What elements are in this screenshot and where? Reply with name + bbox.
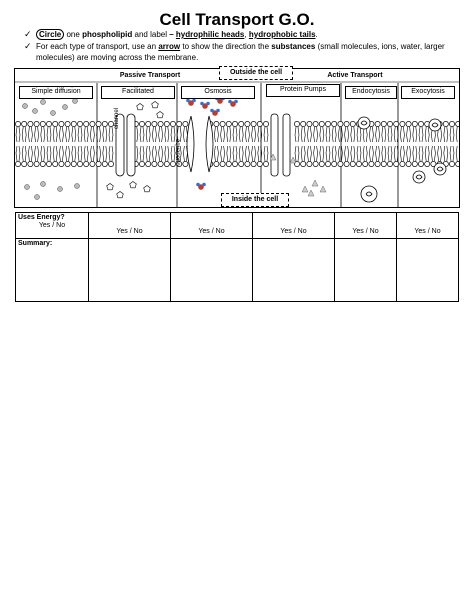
phospholipid-head — [53, 121, 58, 126]
phospholipid-tail — [109, 146, 113, 161]
energy-cell-diffusion[interactable] — [16, 213, 89, 239]
water-hydrogen — [206, 102, 210, 106]
energy-cell-protein-pumps[interactable]: Yes / No — [253, 213, 335, 239]
phospholipid-tail — [295, 146, 299, 161]
phospholipid-head — [77, 161, 82, 166]
channel-label: channel — [114, 107, 120, 129]
phospholipid-tail — [407, 127, 411, 142]
phospholipid-tail — [47, 127, 51, 142]
phospholipid-tail — [233, 127, 237, 142]
ion-triangle — [320, 186, 326, 192]
summary-label: Summary: — [18, 240, 53, 247]
uses-energy-label: Uses Energy? — [18, 214, 65, 221]
phospholipid-tail — [90, 127, 94, 142]
instruction-2: ✓ For each type of transport, use an arrow to show the direction the substances (small molecules, ions, water, larger molecules) are moving across the membrane. — [24, 41, 445, 62]
phospholipid-tail — [47, 146, 51, 161]
phospholipid-tail — [413, 146, 417, 161]
phospholipid-head — [294, 121, 299, 126]
phospholipid-head — [15, 121, 20, 126]
phospholipid-head — [40, 161, 45, 166]
phospholipid-tail — [351, 127, 355, 142]
phospholipid-head — [449, 161, 454, 166]
phospholipid-head — [301, 121, 306, 126]
phospholipid-head — [319, 121, 324, 126]
phospholipid-head — [108, 161, 113, 166]
phospholipid-head — [232, 121, 237, 126]
phospholipid-head — [146, 121, 151, 126]
phospholipid-tail — [152, 127, 156, 142]
phospholipid-tail — [16, 146, 20, 161]
phospholipid-head — [325, 161, 330, 166]
phospholipid-head — [90, 121, 95, 126]
small-molecule — [73, 99, 78, 104]
section-protein-pumps: Protein Pumps — [266, 84, 340, 97]
phospholipid-tail — [90, 146, 94, 161]
phospholipid-head — [307, 121, 312, 126]
phospholipid-head — [350, 121, 355, 126]
phospholipid-tail — [307, 127, 311, 142]
phospholipid-tail — [159, 146, 163, 161]
ion-pentagon — [107, 184, 114, 190]
phospholipid-head — [418, 161, 423, 166]
phospholipid-tail — [301, 146, 305, 161]
phospholipid-head — [84, 161, 89, 166]
phospholipid-head — [375, 121, 380, 126]
energy-cell-facilitated[interactable]: Yes / No — [89, 213, 171, 239]
section-osmosis: Osmosis — [181, 86, 255, 99]
phospholipid-head — [96, 121, 101, 126]
active-transport-header: Active Transport — [327, 72, 383, 79]
phospholipid-head — [400, 121, 405, 126]
phospholipid-head — [15, 161, 20, 166]
phospholipid-tail — [326, 127, 330, 142]
phospholipid-head — [332, 121, 337, 126]
phospholipid-head — [220, 161, 225, 166]
phospholipid-tail — [78, 146, 82, 161]
summary-cell-facilitated[interactable] — [89, 239, 171, 302]
phospholipid-tail — [450, 127, 454, 142]
phospholipid-head — [263, 161, 268, 166]
phospholipid-head — [369, 161, 374, 166]
phospholipid-tail — [28, 146, 32, 161]
phospholipid-head — [400, 161, 405, 166]
section-exocytosis: Exocytosis — [401, 86, 455, 99]
ion-pentagon — [130, 182, 137, 188]
phospholipid-head — [59, 121, 64, 126]
phospholipid-head — [34, 161, 39, 166]
phospholipid-tail — [363, 146, 367, 161]
small-molecule — [33, 109, 38, 114]
phospholipid-head — [152, 161, 157, 166]
phospholipid-tail — [369, 127, 373, 142]
phospholipid-tail — [419, 146, 423, 161]
phospholipid-tail — [252, 127, 256, 142]
check-icon: ✓ — [24, 41, 32, 51]
small-molecule — [25, 185, 30, 190]
energy-summary-table — [15, 212, 459, 302]
phospholipid-tail — [28, 127, 32, 142]
phospholipid-head — [214, 121, 219, 126]
phospholipid-tail — [320, 146, 324, 161]
phospholipid-tail — [233, 146, 237, 161]
inside-cell-label: Inside the cell — [221, 193, 289, 207]
phospholipid-head — [158, 161, 163, 166]
phospholipid-tail — [227, 127, 231, 142]
small-molecule — [35, 195, 40, 200]
phospholipid-tail — [221, 146, 225, 161]
phospholipid-head — [108, 121, 113, 126]
phospholipid-tail — [376, 127, 380, 142]
phospholipid-head — [102, 121, 107, 126]
vesicle — [361, 186, 377, 202]
ion-pentagon — [144, 186, 151, 192]
phospholipid-tail — [264, 146, 268, 161]
water-hydrogen — [216, 109, 220, 113]
water-hydrogen — [228, 100, 232, 104]
phospholipid-tail — [382, 127, 386, 142]
phospholipid-tail — [214, 146, 218, 161]
summary-cell-endocytosis[interactable] — [335, 239, 397, 302]
phospholipid-head — [65, 121, 70, 126]
phospholipid-head — [449, 121, 454, 126]
ion-pentagon — [137, 104, 144, 110]
phospholipid-head — [40, 121, 45, 126]
phospholipid-tail — [369, 146, 373, 161]
ion-triangle — [302, 186, 308, 192]
section-endocytosis: Endocytosis — [345, 86, 397, 99]
phospholipid-head — [139, 161, 144, 166]
phospholipid-head — [425, 161, 430, 166]
pump-protein — [283, 114, 290, 176]
phospholipid-tail — [41, 127, 45, 142]
phospholipid-tail — [332, 146, 336, 161]
phospholipid-tail — [314, 146, 318, 161]
phospholipid-head — [263, 121, 268, 126]
phospholipid-head — [301, 161, 306, 166]
phospholipid-head — [239, 161, 244, 166]
phospholipid-head — [387, 121, 392, 126]
phospholipid-tail — [295, 127, 299, 142]
phospholipid-head — [394, 161, 399, 166]
summary-cell-osmosis[interactable] — [171, 239, 253, 302]
phospholipid-head — [46, 121, 51, 126]
phospholipid-head — [22, 161, 27, 166]
phospholipid-head — [257, 161, 262, 166]
water-hydrogen — [234, 100, 238, 104]
phospholipid-head — [158, 121, 163, 126]
phospholipid-tail — [264, 127, 268, 142]
phospholipid-head — [338, 161, 343, 166]
phospholipid-head — [381, 161, 386, 166]
phospholipid-head — [164, 161, 169, 166]
phospholipid-tail — [103, 146, 107, 161]
phospholipid-head — [183, 161, 188, 166]
phospholipid-tail — [357, 146, 361, 161]
phospholipid-tail — [22, 127, 26, 142]
phospholipid-head — [28, 121, 33, 126]
check-icon: ✓ — [24, 29, 32, 39]
phospholipid-tail — [239, 127, 243, 142]
phospholipid-tail — [35, 146, 39, 161]
phospholipid-tail — [72, 146, 76, 161]
phospholipid-head — [443, 121, 448, 126]
phospholipid-head — [344, 121, 349, 126]
phospholipid-head — [34, 121, 39, 126]
phospholipid-tail — [72, 127, 76, 142]
phospholipid-head — [77, 121, 82, 126]
phospholipid-tail — [165, 146, 169, 161]
phospholipid-head — [170, 121, 175, 126]
phospholipid-tail — [388, 146, 392, 161]
small-molecule — [63, 105, 68, 110]
small-molecule — [23, 104, 28, 109]
phospholipid-tail — [419, 127, 423, 142]
phospholipid-head — [350, 161, 355, 166]
phospholipid-tail — [146, 127, 150, 142]
summary-cell-exocytosis[interactable] — [397, 239, 459, 302]
phospholipid-head — [46, 161, 51, 166]
phospholipid-head — [220, 121, 225, 126]
phospholipid-head — [177, 121, 182, 126]
phospholipid-head — [146, 161, 151, 166]
phospholipid-head — [332, 161, 337, 166]
phospholipid-head — [232, 161, 237, 166]
phospholipid-tail — [227, 146, 231, 161]
phospholipid-tail — [59, 146, 63, 161]
phospholipid-tail — [140, 146, 144, 161]
membrane-diagram — [14, 68, 460, 208]
phospholipid-head — [71, 121, 76, 126]
water-hydrogen — [210, 109, 214, 113]
phospholipid-tail — [109, 127, 113, 142]
phospholipid-head — [456, 121, 459, 126]
phospholipid-head — [65, 161, 70, 166]
ion-pentagon — [152, 102, 159, 108]
small-molecule — [41, 100, 46, 105]
phospholipid-tail — [320, 127, 324, 142]
phospholipid-head — [363, 161, 368, 166]
phospholipid-tail — [35, 127, 39, 142]
phospholipid-head — [344, 161, 349, 166]
phospholipid-tail — [425, 146, 429, 161]
phospholipid-head — [375, 161, 380, 166]
small-molecule — [41, 182, 46, 187]
phospholipid-head — [251, 161, 256, 166]
phospholipid-tail — [357, 127, 361, 142]
phospholipid-head — [214, 161, 219, 166]
phospholipid-tail — [338, 127, 342, 142]
phospholipid-tail — [152, 146, 156, 161]
phospholipid-tail — [400, 127, 404, 142]
water-hydrogen — [196, 183, 200, 187]
phospholipid-tail — [345, 146, 349, 161]
phospholipid-tail — [326, 146, 330, 161]
yes-no-option[interactable]: Yes / No — [38, 222, 66, 229]
phospholipid-head — [387, 161, 392, 166]
phospholipid-head — [338, 121, 343, 126]
phospholipid-head — [245, 161, 250, 166]
phospholipid-tail — [146, 146, 150, 161]
phospholipid-tail — [252, 146, 256, 161]
phospholipid-tail — [239, 146, 243, 161]
section-facilitated: Facilitated — [101, 86, 175, 99]
vesicle — [434, 163, 446, 175]
phospholipid-tail — [78, 127, 82, 142]
small-molecule — [58, 187, 63, 192]
phospholipid-head — [53, 161, 58, 166]
channel-protein — [127, 114, 135, 176]
phospholipid-head — [406, 161, 411, 166]
phospholipid-head — [412, 121, 417, 126]
phospholipid-tail — [425, 127, 429, 142]
phospholipid-tail — [214, 127, 218, 142]
phospholipid-tail — [53, 127, 57, 142]
phospholipid-tail — [159, 127, 163, 142]
section-simple-diffusion: Simple diffusion — [19, 86, 93, 99]
phospholipid-tail — [221, 127, 225, 142]
phospholipid-head — [313, 121, 318, 126]
phospholipid-head — [257, 121, 262, 126]
phospholipid-tail — [84, 146, 88, 161]
vesicle — [413, 171, 425, 183]
phospholipid-tail — [431, 146, 435, 161]
ion-pentagon — [117, 192, 124, 198]
phospholipid-tail — [444, 127, 448, 142]
phospholipid-head — [139, 121, 144, 126]
ion-triangle — [312, 180, 318, 186]
energy-cell-exocytosis[interactable]: Yes / No — [397, 213, 459, 239]
phospholipid-tail — [66, 146, 70, 161]
vesicle — [429, 119, 441, 131]
phospholipid-head — [84, 121, 89, 126]
phospholipid-tail — [438, 146, 442, 161]
pump-protein — [271, 114, 278, 176]
phospholipid-head — [394, 121, 399, 126]
phospholipid-head — [313, 161, 318, 166]
phospholipid-head — [226, 161, 231, 166]
phospholipid-tail — [140, 127, 144, 142]
phospholipid-tail — [84, 127, 88, 142]
phospholipid-head — [226, 121, 231, 126]
water-hydrogen — [202, 183, 206, 187]
energy-cell-endocytosis[interactable]: Yes / No — [335, 213, 397, 239]
phospholipid-tail — [307, 146, 311, 161]
water-hydrogen — [186, 99, 190, 103]
phospholipid-tail — [456, 127, 459, 142]
phospholipid-head — [164, 121, 169, 126]
phospholipid-head — [406, 121, 411, 126]
water-hydrogen — [200, 102, 204, 106]
phospholipid-tail — [22, 146, 26, 161]
aquaporin-label: aquaporin — [174, 139, 180, 166]
phospholipid-head — [381, 121, 386, 126]
page-title: Cell Transport G.O. — [159, 10, 315, 29]
vesicle — [358, 117, 370, 129]
phospholipid-head — [245, 121, 250, 126]
phospholipid-head — [28, 161, 33, 166]
phospholipid-tail — [332, 127, 336, 142]
phospholipid-head — [418, 121, 423, 126]
ion-pentagon — [157, 112, 164, 118]
phospholipid-tail — [41, 146, 45, 161]
phospholipid-head — [22, 121, 27, 126]
phospholipid-tail — [301, 127, 305, 142]
phospholipid-tail — [53, 146, 57, 161]
phospholipid-tail — [103, 127, 107, 142]
ion-triangle — [308, 190, 314, 196]
phospholipid-tail — [444, 146, 448, 161]
phospholipid-tail — [345, 127, 349, 142]
phospholipid-tail — [314, 127, 318, 142]
phospholipid-head — [356, 161, 361, 166]
phospholipid-tail — [245, 146, 249, 161]
ion-triangle — [290, 157, 296, 163]
phospholipid-tail — [59, 127, 63, 142]
phospholipid-tail — [456, 146, 459, 161]
phospholipid-tail — [338, 146, 342, 161]
phospholipid-head — [152, 121, 157, 126]
phospholipid-head — [183, 121, 188, 126]
phospholipid-tail — [382, 146, 386, 161]
instruction-1: ✓ Circle one phospholipid and label – hydrophilic heads, hydrophobic tails. — [24, 29, 318, 39]
phospholipid-head — [456, 161, 459, 166]
summary-cell-protein-pumps[interactable] — [253, 239, 335, 302]
phospholipid-tail — [16, 127, 20, 142]
phospholipid-tail — [450, 146, 454, 161]
phospholipid-head — [319, 161, 324, 166]
phospholipid-head — [90, 161, 95, 166]
passive-transport-header: Passive Transport — [119, 72, 181, 79]
phospholipid-head — [59, 161, 64, 166]
small-molecule — [75, 184, 80, 189]
phospholipid-head — [71, 161, 76, 166]
phospholipid-tail — [400, 146, 404, 161]
small-molecule — [51, 111, 56, 116]
phospholipid-tail — [165, 127, 169, 142]
phospholipid-head — [239, 121, 244, 126]
phospholipid-head — [251, 121, 256, 126]
phospholipid-tail — [407, 146, 411, 161]
phospholipid-tail — [376, 146, 380, 161]
phospholipid-tail — [66, 127, 70, 142]
water-hydrogen — [192, 99, 196, 103]
summary-cell-diffusion[interactable] — [16, 239, 89, 302]
outside-cell-label: Outside the cell — [219, 66, 293, 80]
phospholipid-tail — [351, 146, 355, 161]
phospholipid-tail — [413, 127, 417, 142]
phospholipid-tail — [388, 127, 392, 142]
phospholipid-tail — [245, 127, 249, 142]
phospholipid-head — [307, 161, 312, 166]
phospholipid-head — [412, 161, 417, 166]
energy-cell-osmosis[interactable]: Yes / No — [171, 213, 253, 239]
phospholipid-head — [96, 161, 101, 166]
phospholipid-head — [102, 161, 107, 166]
phospholipid-head — [325, 121, 330, 126]
